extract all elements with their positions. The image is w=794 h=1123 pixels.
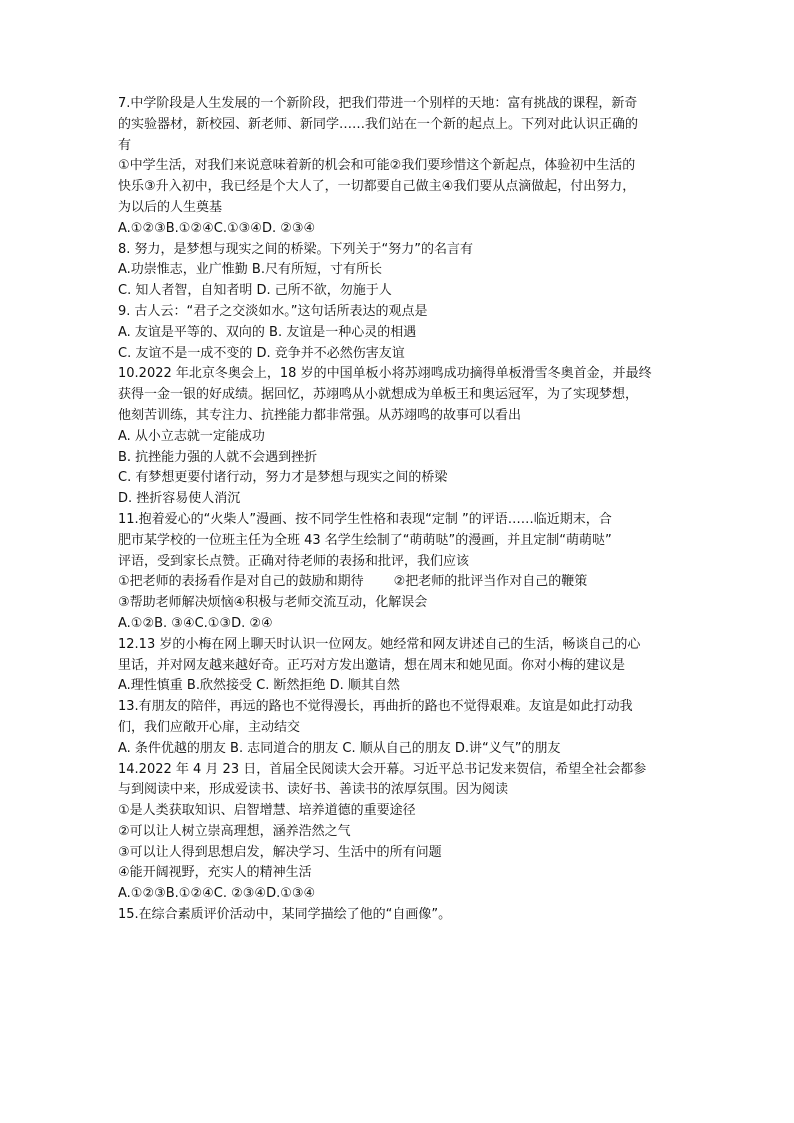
q8-options-line-2: C. 知人者智，自知者明 D. 己所不欲，勿施于人	[118, 283, 392, 299]
q14-statement-3: ③可以让人得到思想启发，解决学习、生活中的所有问题	[118, 844, 442, 860]
q10-stem-line-2: 获得一金一银的好成绩。据回忆，苏翊鸣从小就想成为单板王和奥运冠军，为了实现梦想，	[118, 387, 639, 403]
q7-stem-line-2: 的实验器材，新校园、新老师、新同学……我们站在一个新的起点上。下列对此认识正确的	[118, 116, 639, 132]
q11-statement-line-1	[118, 572, 684, 593]
q11-statement-2: ②把老师的批评当作对自己的鞭策	[393, 574, 588, 590]
q10-option-b: B. 抗挫能力强的人就不会遇到挫折	[118, 449, 318, 465]
q7-stem-line-1: 7.中学阶段是人生发展的一个新阶段，把我们带进一个别样的天地：富有挑战的课程，新奇	[118, 96, 638, 111]
q13-options: A. 条件优越的朋友 B. 志同道合的朋友 C. 顺从自己的朋友 D.讲“义气”的朋友	[118, 740, 561, 756]
q9-stem: 9. 古人云：“君子之交淡如水。”这句话所表达的观点是	[118, 303, 428, 319]
q10-stem-line-1: 10.2022 年北京冬奥会上，18 岁的中国单板小将苏翊鸣成功摘得单板滑雪冬奥首金，并最终	[118, 366, 652, 382]
q10-option-c: C. 有梦想更要付诸行动，努力才是梦想与现实之间的桥梁	[118, 470, 448, 486]
q7-statement-line-2: 快乐③升入初中，我已经是个大人了，一切都要自己做主④我们要从点滴做起，付出努力，	[118, 179, 636, 195]
q9-options-line-2: C. 友谊不是一成不变的 D. 竞争并不必然伤害友谊	[118, 345, 405, 361]
q12-stem-line-2: 里话，并对网友越来越好奇。正巧对方发出邀请，想在周末和她见面。你对小梅的建议是	[118, 657, 626, 673]
q14-options: A.①②③B.①②④C. ②③④D.①③④	[118, 886, 316, 902]
q14-stem-line-1: 14.2022 年 4 月 23 日，首届全民阅读大会开幕。习近平总书记发来贺信，希望全社会都参	[118, 761, 647, 777]
q15-stem: 15.在综合素质评价活动中，某同学描绘了他的“自画像”。	[118, 907, 452, 923]
q8-stem: 8. 努力，是梦想与现实之间的桥梁。下列关于“努力”的名言有	[118, 241, 474, 257]
q11-stem-line-3: 评语，受到家长点赞。正确对待老师的表扬和批评，我们应该	[118, 553, 470, 569]
q11-statement-1: ①把老师的表扬看作是对自己的鼓励和期待	[118, 574, 364, 590]
q12-stem-line-1: 12.13 岁的小梅在网上聊天时认识一位网友。她经常和网友讲述自己的生活，畅谈自己的心	[118, 636, 641, 652]
q7-statement-line-1: ①中学生活，对我们来说意味着新的机会和可能②我们要珍惜这个新起点，体验初中生活的	[118, 158, 636, 174]
q14-statement-2: ②可以让人树立崇高理想，涵养浩然之气	[118, 823, 351, 839]
q14-statement-4: ④能开阔视野，充实人的精神生活	[118, 865, 312, 881]
q10-option-d: D. 挫折容易使人消沉	[118, 491, 241, 507]
q11-options: A.①②B. ③④C.①③D. ②④	[118, 615, 273, 631]
q7-statement-line-3: 为以后的人生奠基	[118, 199, 223, 215]
q12-options: A.理性慎重 B.欣然接受 C. 断然拒绝 D. 顺其自然	[118, 678, 400, 694]
q9-options-line-1: A. 友谊是平等的、双向的 B. 友谊是一种心灵的相遇	[118, 324, 417, 340]
q10-option-a: A. 从小立志就一定能成功	[118, 428, 265, 444]
q10-stem-line-3: 他刻苦训练，其专注力、抗挫能力都非常强。从苏翊鸣的故事可以看出	[118, 407, 522, 423]
q11-stem-line-2: 肥市某学校的一位班主任为全班 43 名学生绘制了“萌萌哒”的漫画，并且定制“萌萌哒”	[118, 532, 612, 548]
q13-stem-line-1: 13.有朋友的陪伴，再远的路也不觉得漫长，再曲折的路也不觉得艰难。友谊是如此打动我	[118, 699, 633, 715]
q11-stem-line-1: 11.抱着爱心的“火柴人”漫画、按不同学生性格和表现“定制 ”的评语……临近期末，合	[118, 511, 612, 527]
q14-stem-line-2: 与到阅读中来，形成爱读书、读好书、善读书的浓厚氛围。因为阅读	[118, 782, 509, 798]
q13-stem-line-2: 们，我们应敞开心扉，主动结交	[118, 719, 301, 735]
q11-statement-line-2: ③帮助老师解决烦恼④积极与老师交流互动，化解误会	[118, 595, 428, 611]
q7-stem-line-3: 有	[118, 137, 132, 153]
exam-page	[118, 94, 684, 926]
q14-statement-1: ①是人类获取知识、启智增慧、培养道德的重要途径	[118, 803, 416, 819]
q7-options: A.①②③B.①②④C.①③④D. ②③④	[118, 220, 316, 236]
q8-options-line-1: A.功崇惟志，业广惟勤 B.尺有所短，寸有所长	[118, 262, 382, 278]
